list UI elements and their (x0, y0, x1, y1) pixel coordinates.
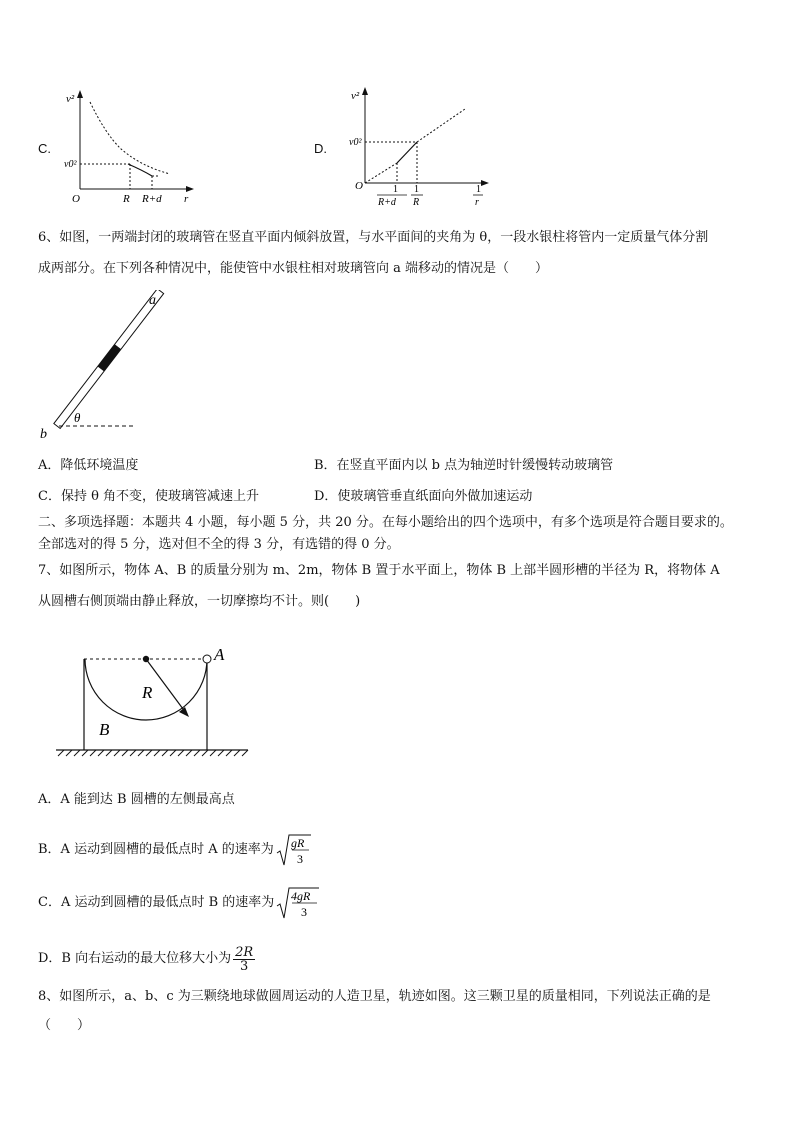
tube-figure (36, 290, 166, 445)
q7-option-d-den: 3 (240, 958, 249, 974)
sqrt-sign-c (276, 886, 320, 920)
q6-line1: 6、如图，一两端封闭的玻璃管在竖直平面内倾斜放置，与水平面间的夹角为 θ，一段水银柱将管内一定质量气体分割 (38, 230, 709, 245)
graph-d-yaxis: v² (351, 90, 360, 102)
section2-line2: 全部选对的得 5 分，选对但不全的得 3 分，有选错的得 0 分。 (38, 537, 400, 552)
q7-line1: 7、如图所示，物体 A、B 的质量分别为 m、2m，物体 B 置于水平面上，物体 B 上部半圆形槽的半径为 R，将物体 A (38, 563, 720, 578)
graph-d-tick2-num: 1 (414, 184, 419, 195)
q7-option-b-text: B．A 运动到圆槽的最低点时 A 的速率为 (38, 842, 274, 857)
groove-label-r: R (142, 683, 153, 702)
q7-option-b-den: 3 (296, 852, 303, 866)
option-c-label: C. (38, 141, 51, 156)
q7-option-b-num: gR (290, 836, 305, 850)
groove-figure (52, 640, 252, 762)
q7-option-c-num: 4gR (291, 889, 311, 903)
q7-line2: 从圆槽右侧顶端由静止释放，一切摩擦均不计。则( ) (38, 594, 361, 609)
option-d-label: D. (314, 141, 327, 156)
graph-d-tick1-num: 1 (393, 184, 398, 195)
tube-label-a: a (149, 293, 156, 308)
graph-c-origin: O (72, 193, 80, 205)
graph-c-tick-rd: R+d (142, 193, 162, 205)
sqrt-sign-b (276, 833, 312, 867)
q7-option-d (38, 942, 255, 976)
groove-label-a: A (214, 645, 225, 664)
graph-c-tick-r: R (123, 193, 130, 205)
graph-c-xaxis: r (184, 193, 189, 205)
q6-option-a: A．降低环境温度 (38, 458, 139, 473)
q7-option-d-num: 2R (235, 944, 254, 960)
q8-line1: 8、如图所示，a、b、c 为三颗绕地球做圆周运动的人造卫星，轨迹如图。这三颗卫星的质量相同，下列说法正确的是 (38, 989, 711, 1004)
q7-option-d-fraction (233, 946, 255, 973)
graph-d-origin: O (355, 180, 363, 192)
graph-d-tick2-den: R (413, 197, 420, 208)
graph-c (60, 88, 200, 208)
tube-label-theta: θ (74, 410, 81, 425)
q7-option-c-text: C．A 运动到圆槽的最低点时 B 的速率为 (38, 895, 275, 910)
q7-option-d-text: D．B 向右运动的最大位移大小为 (38, 951, 232, 966)
q6-line2: 成两部分。在下列各种情况中，能使管中水银柱相对玻璃管向 a 端移动的情况是（ ） (38, 261, 549, 276)
q7-option-c-den: 3 (301, 905, 308, 919)
q6-option-c: C．保持 θ 角不变，使玻璃管减速上升 (38, 489, 260, 504)
tube-label-b: b (40, 427, 47, 442)
q7-option-b (38, 834, 312, 866)
graph-d-xaxis-den: r (475, 197, 479, 208)
q6-option-b: B．在竖直平面内以 b 点为轴逆时针缓慢转动玻璃管 (314, 458, 614, 473)
graph-c-yaxis: v² (66, 93, 75, 105)
q7-option-a: A．A 能到达 B 圆槽的左侧最高点 (38, 792, 235, 807)
groove-label-b: B (99, 720, 110, 739)
graph-d-xaxis-num: 1 (476, 184, 481, 195)
graph-d-v0: v0² (349, 137, 362, 148)
graph-d (345, 85, 495, 210)
q7-option-c (38, 887, 320, 919)
graph-c-v0: v0² (64, 159, 77, 170)
section2-line1: 二、多项选择题：本题共 4 小题，每小题 5 分，共 20 分。在每小题给出的四个选项中，有多个选项是符合题目要求的。 (38, 515, 733, 530)
graph-d-tick1-den: R+d (378, 197, 396, 208)
q6-option-d: D．使玻璃管垂直纸面向外做加速运动 (314, 489, 533, 504)
q8-line2: （ ） (38, 1018, 91, 1033)
